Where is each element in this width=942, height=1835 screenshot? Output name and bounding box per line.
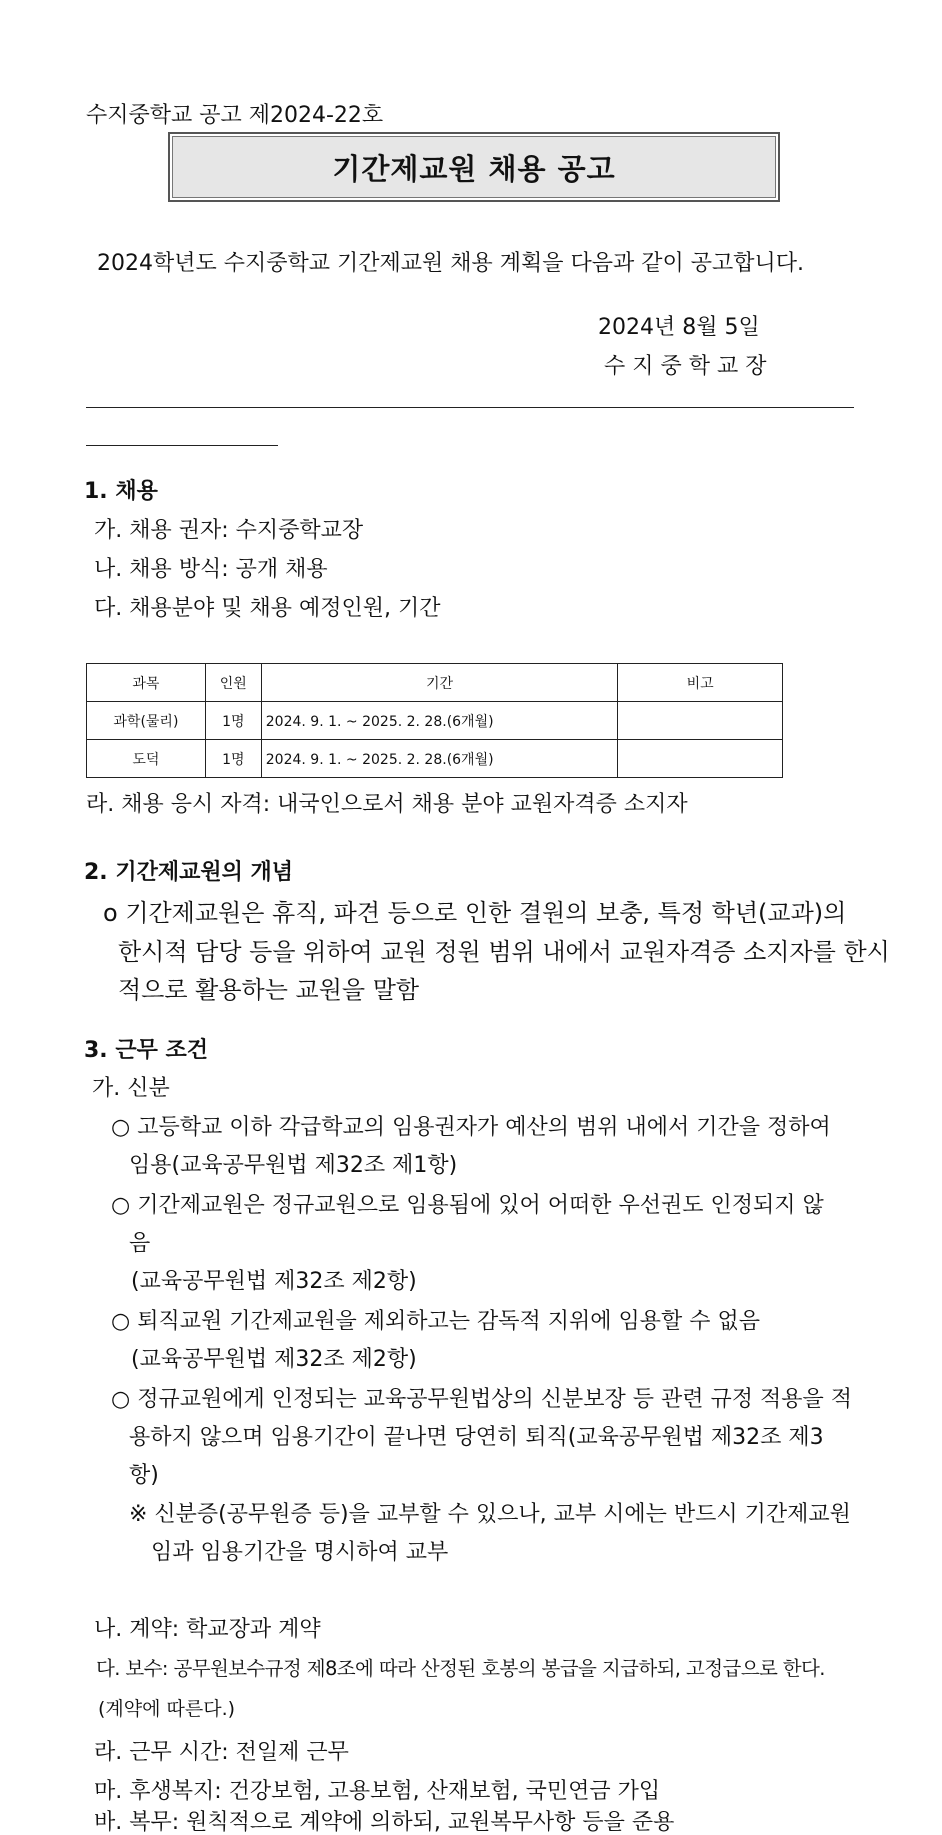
table-cell: 도덕 (87, 740, 206, 778)
section1-item-ra: 라. 채용 응시 자격: 내국인으로서 채용 분야 교원자격증 소지자 (86, 792, 688, 817)
section1-heading: 1. 채용 (84, 479, 158, 504)
recruitment-table (86, 663, 783, 778)
section3-sub-ga: 가. 신분 (92, 1076, 170, 1101)
note-line: 임과 임용기간을 명시하여 교부 (151, 1540, 449, 1565)
table-header: 과목 (87, 664, 206, 702)
bullet-line: ○ 기간제교원은 정규교원으로 임용됨에 있어 어떠한 우선권도 인정되지 않 (111, 1193, 824, 1218)
title-box (168, 132, 780, 202)
section2-heading: 2. 기간제교원의 개념 (84, 860, 293, 885)
table-header-row (87, 664, 783, 702)
table-cell (618, 740, 783, 778)
table-cell: 과학(물리) (87, 702, 206, 740)
intro-text: 2024학년도 수지중학교 기간제교원 채용 계획을 다음과 같이 공고합니다. (97, 251, 804, 276)
table-header: 기간 (261, 664, 617, 702)
issuer: 수 지 중 학 교 장 (604, 354, 767, 379)
bullet-line: 용하지 않으며 임용기간이 끝나면 당연히 퇴직(교육공무원법 제32조 제3 (129, 1425, 824, 1450)
bullet-line: ○ 퇴직교원 기간제교원을 제외하고는 감독적 지위에 임용할 수 없음 (111, 1309, 760, 1334)
table-header: 비고 (618, 664, 783, 702)
divider-line-short (86, 445, 278, 446)
section3-heading: 3. 근무 조건 (84, 1038, 208, 1063)
bullet-line: (교육공무원법 제32조 제2항) (131, 1347, 417, 1372)
notice-number: 수지중학교 공고 제2024-22호 (86, 103, 384, 128)
section3-item-ba: 바. 복무: 원칙적으로 계약에 의하되, 교원복무사항 등을 준용 (94, 1810, 675, 1835)
table-cell: 2024. 9. 1. ~ 2025. 2. 28.(6개월) (261, 702, 617, 740)
section1-item-da: 다. 채용분야 및 채용 예정인원, 기간 (94, 596, 441, 621)
table-cell: 2024. 9. 1. ~ 2025. 2. 28.(6개월) (261, 740, 617, 778)
table-row (87, 740, 783, 778)
section3-item-ma: 마. 후생복지: 건강보험, 고용보험, 산재보험, 국민연금 가입 (94, 1779, 661, 1804)
table-cell (618, 702, 783, 740)
section2-line: o 기간제교원은 휴직, 파견 등으로 인한 결원의 보충, 특정 학년(교과)의 (103, 899, 847, 927)
bullet-line: (교육공무원법 제32조 제2항) (131, 1269, 417, 1294)
section1-item-na: 나. 채용 방식: 공개 채용 (94, 557, 328, 582)
bullet-line: 항) (129, 1463, 159, 1488)
table-row (87, 702, 783, 740)
bullet-line: 임용(교육공무원법 제32조 제1항) (129, 1153, 458, 1178)
section3-item-na: 나. 계약: 학교장과 계약 (94, 1617, 321, 1642)
section1-item-ga: 가. 채용 권자: 수지중학교장 (94, 518, 364, 543)
bullet-line: 음 (129, 1231, 151, 1256)
notice-date: 2024년 8월 5일 (598, 315, 760, 340)
section2-line: 적으로 활용하는 교원을 말함 (118, 976, 420, 1004)
section3-item-ra: 라. 근무 시간: 전일제 근무 (94, 1740, 349, 1765)
divider-line (86, 407, 854, 408)
section3-item-da-note: (계약에 따른다.) (98, 1698, 236, 1720)
note-line: ※ 신분증(공무원증 등)을 교부할 수 있으나, 교부 시에는 반드시 기간제교원 (129, 1502, 851, 1527)
page-title: 기간제교원 채용 공고 (332, 151, 616, 186)
section2-line: 한시적 담당 등을 위하여 교원 정원 범위 내에서 교원자격증 소지자를 한시 (118, 938, 890, 966)
table-header: 인원 (205, 664, 261, 702)
table-cell: 1명 (205, 740, 261, 778)
table-cell: 1명 (205, 702, 261, 740)
section3-item-da: 다. 보수: 공무원보수규정 제8조에 따라 산정된 호봉의 봉급을 지급하되, 고정급으로 한다. (96, 1657, 825, 1680)
bullet-line: ○ 정규교원에게 인정되는 교육공무원법상의 신분보장 등 관련 규정 적용을 적 (111, 1387, 852, 1412)
bullet-line: ○ 고등학교 이하 각급학교의 임용권자가 예산의 범위 내에서 기간을 정하여 (111, 1115, 831, 1140)
